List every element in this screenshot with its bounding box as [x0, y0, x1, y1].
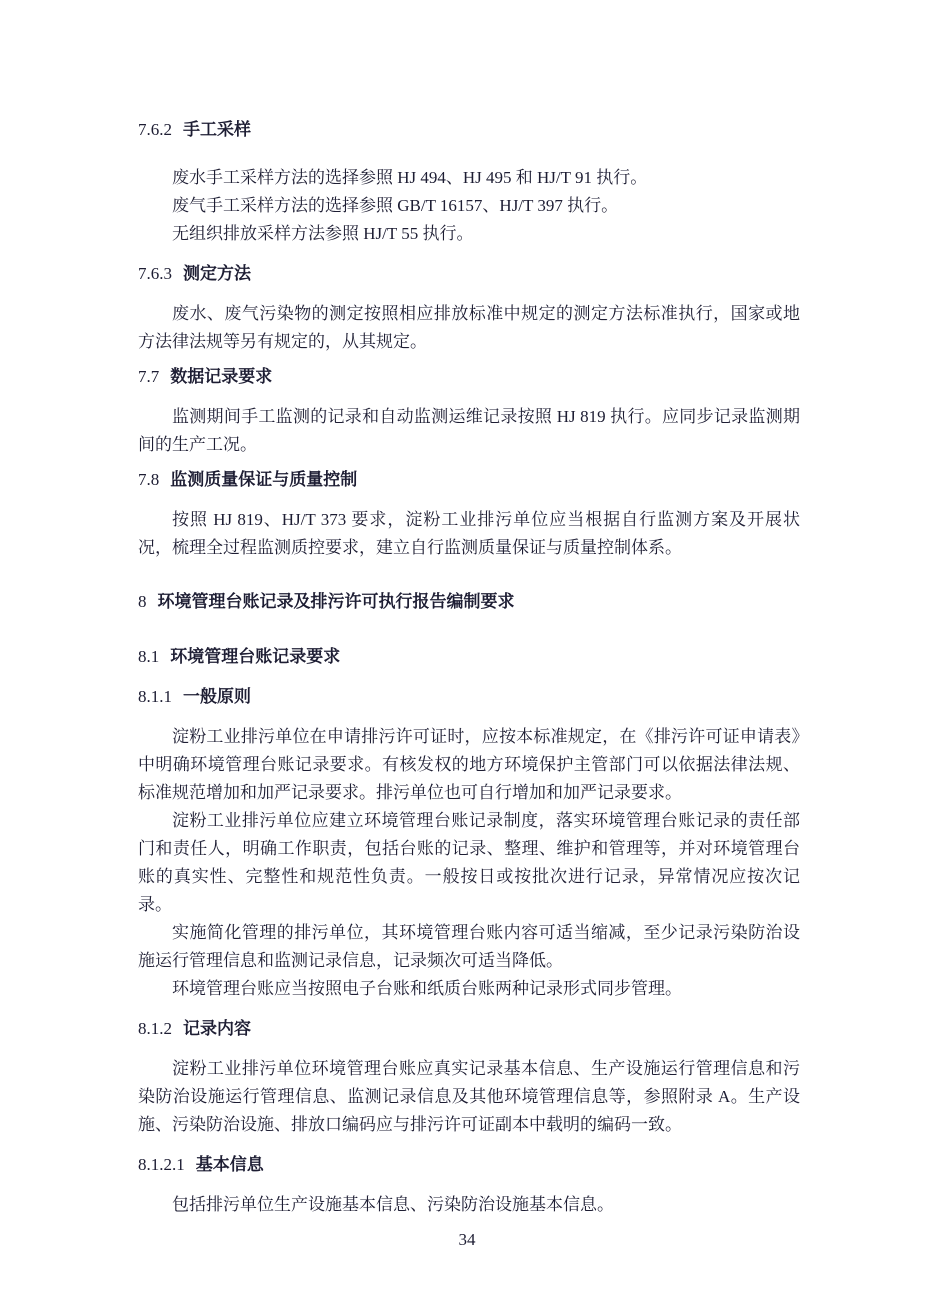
heading-title: 基本信息: [195, 1155, 264, 1174]
heading-number: 7.6.2: [138, 120, 172, 139]
heading-number: 7.6.3: [138, 264, 172, 283]
paragraph: 淀粉工业排污单位在申请排污许可证时，应按本标准规定，在《排污许可证申请表》中明确环境管理台账记录要求。有核发权的地方环境保护主管部门可以依据法律法规、标准规范增加和加严记录要求。排污单位也可自行增加和加严记录要求。: [138, 727, 800, 802]
paragraph: 按照 HJ 819、HJ/T 373 要求，淀粉工业排污单位应当根据自行监测方案及开展状况，梳理全过程监测质控要求，建立自行监测质量保证与质量控制体系。: [138, 510, 800, 557]
paragraph: 监测期间手工监测的记录和自动监测运维记录按照 HJ 819 执行。应同步记录监测期间的生产工况。: [138, 407, 800, 454]
paragraph: 淀粉工业排污单位应建立环境管理台账记录制度，落实环境管理台账记录的责任部门和责任人，明确工作职责，包括台账的记录、整理、维护和管理等，并对环境管理台账的真实性、完整性和规范性负责。一般按日或按批次进行记录，异常情况应按次记录。: [138, 811, 800, 914]
heading-number: 8.1: [138, 647, 160, 666]
heading-8-1-2: [138, 1015, 800, 1043]
heading-7-6-2: [138, 116, 800, 144]
heading-8: [138, 588, 800, 616]
document-content: [138, 116, 800, 1219]
heading-number: 7.7: [138, 367, 160, 386]
paragraph-group: [138, 164, 800, 248]
heading-title: 记录内容: [183, 1019, 251, 1038]
heading-title: 一般原则: [183, 687, 251, 706]
paragraph: 淀粉工业排污单位环境管理台账应真实记录基本信息、生产设施运行管理信息和污染防治设施运行管理信息、监测记录信息及其他环境管理信息等，参照附录 A。生产设施、污染防治设施、排放口编码应与排污许可证副本中载明的编码一致。: [138, 1059, 800, 1134]
heading-title: 测定方法: [183, 264, 251, 283]
paragraph-line: 无组织排放采样方法参照 HJ/T 55 执行。: [172, 224, 474, 243]
heading-title: 数据记录要求: [170, 367, 273, 386]
paragraph: 实施简化管理的排污单位，其环境管理台账内容可适当缩减，至少记录污染防治设施运行管理信息和监测记录信息，记录频次可适当降低。: [138, 923, 800, 970]
heading-number: 7.8: [138, 470, 160, 489]
heading-title: 手工采样: [183, 120, 251, 139]
heading-title: 监测质量保证与质量控制: [170, 470, 358, 489]
heading-7-7: [138, 363, 800, 391]
paragraph: 包括排污单位生产设施基本信息、污染防治设施基本信息。: [172, 1195, 614, 1214]
heading-number: 8.1.2.1: [138, 1155, 185, 1174]
heading-number: 8.1.2: [138, 1019, 172, 1038]
paragraph-line: 废气手工采样方法的选择参照 GB/T 16157、HJ/T 397 执行。: [172, 196, 619, 215]
heading-8-1-2-1: [138, 1151, 800, 1179]
heading-title: 环境管理台账记录及排污许可执行报告编制要求: [157, 592, 515, 611]
paragraph: 废水、废气污染物的测定按照相应排放标准中规定的测定方法标准执行，国家或地方法律法规等另有规定的，从其规定。: [138, 304, 800, 351]
heading-8-1-1: [138, 683, 800, 711]
heading-number: 8.1.1: [138, 687, 172, 706]
heading-number: 8: [138, 592, 147, 611]
heading-7-8: [138, 466, 800, 494]
heading-title: 环境管理台账记录要求: [170, 647, 341, 666]
page-number: 34: [458, 1230, 476, 1249]
heading-7-6-3: [138, 260, 800, 288]
paragraph: 环境管理台账应当按照电子台账和纸质台账两种记录形式同步管理。: [172, 979, 682, 998]
paragraph-line: 废水手工采样方法的选择参照 HJ 494、HJ 495 和 HJ/T 91 执行。: [172, 168, 648, 187]
heading-8-1: [138, 643, 800, 671]
